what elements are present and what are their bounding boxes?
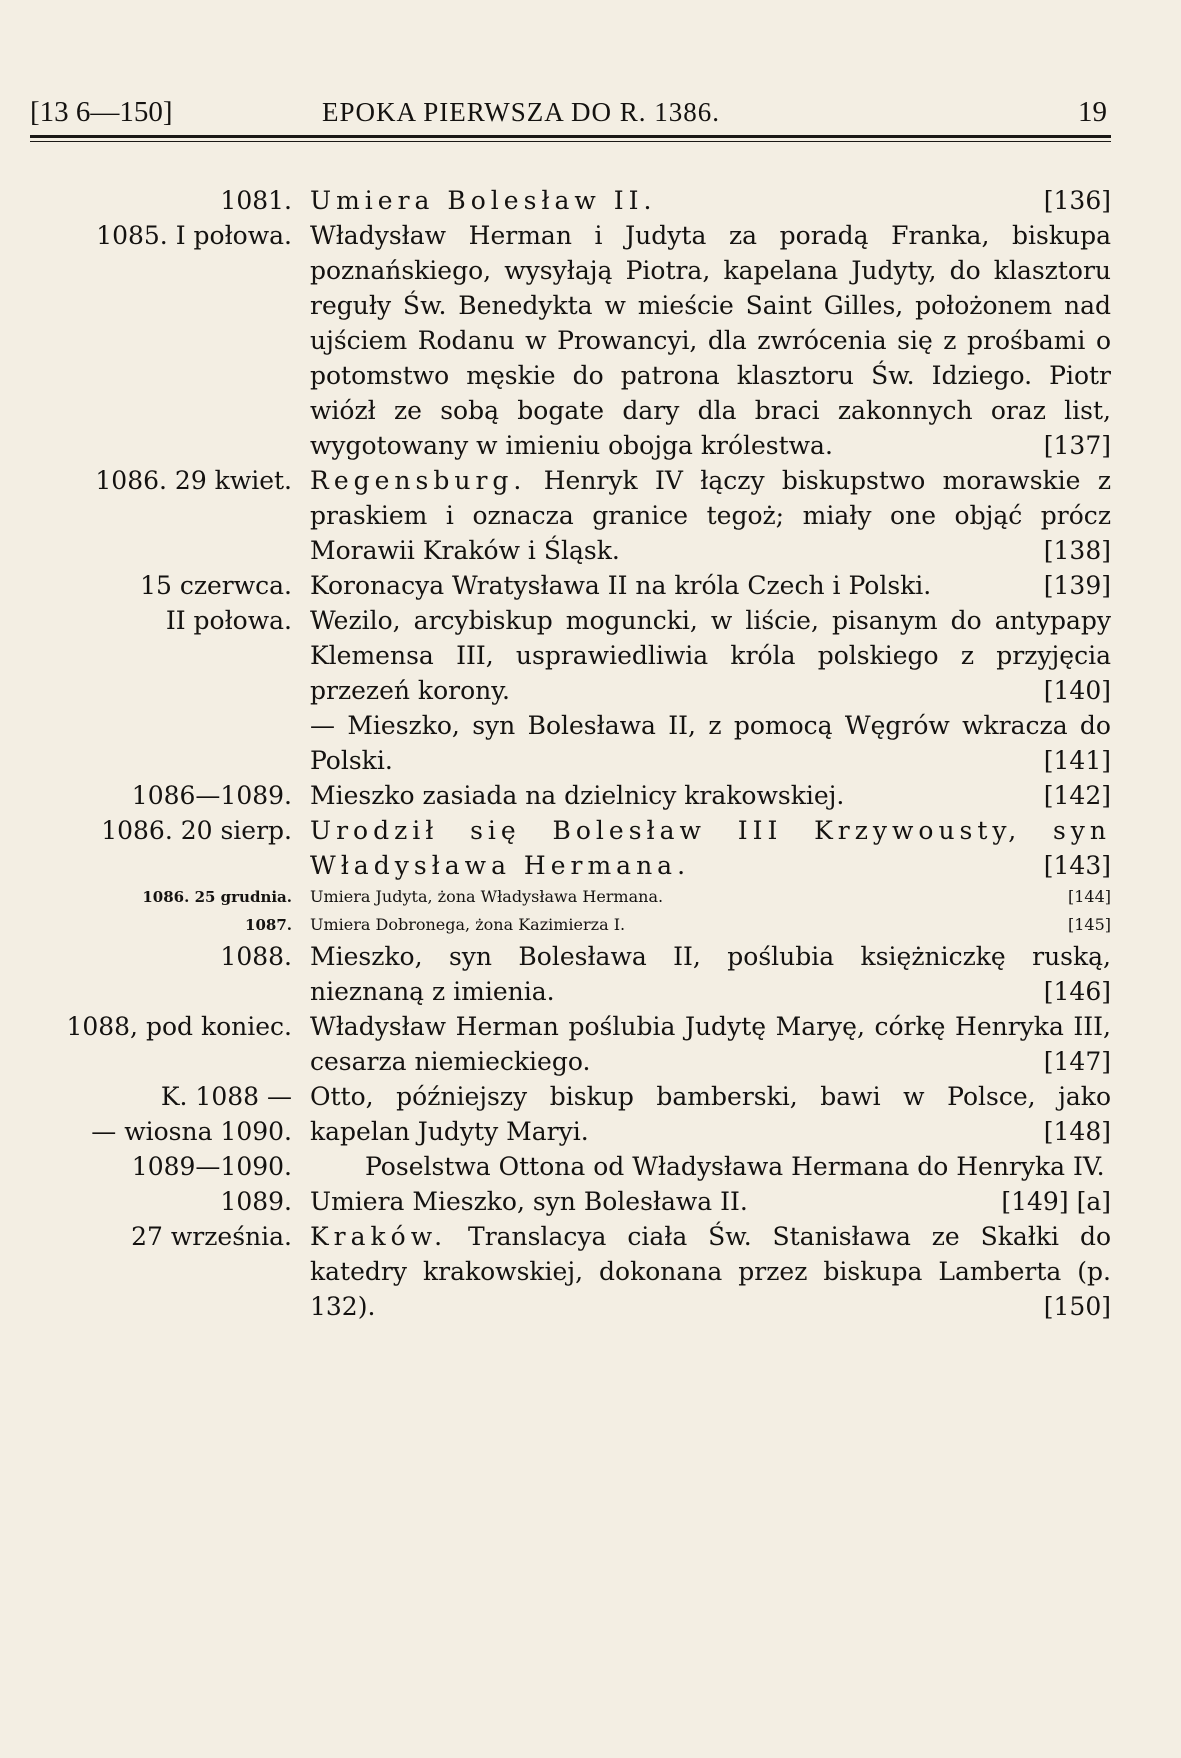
entry-date: 1086—1089. bbox=[131, 781, 292, 810]
entry-ref: [146] bbox=[1043, 977, 1111, 1006]
entry-ref: [136] bbox=[1043, 186, 1111, 215]
entry-text bbox=[310, 1219, 1111, 1324]
entry-lead: Urodził się Bolesław III Krzywousty, syn Władysława Hermana. bbox=[310, 816, 1111, 880]
entry-body: Mieszko, syn Bolesława II, poślubia księżniczkę ruską, nieznaną z imienia. bbox=[310, 942, 1111, 1006]
header-rule-thin bbox=[30, 141, 1111, 142]
entry-text bbox=[310, 708, 1111, 778]
entry-date: 1089. bbox=[220, 1187, 292, 1216]
entry-ref: [139] bbox=[1043, 571, 1111, 600]
entry-text bbox=[310, 939, 1111, 1009]
entry-body: Umiera Judyta, żona Władysława Hermana. bbox=[310, 887, 664, 906]
entry-text bbox=[310, 603, 1111, 708]
entry-date: 15 czerwca. bbox=[140, 571, 292, 600]
entry-date: II połowa. bbox=[165, 606, 292, 635]
header-rule-thick bbox=[30, 135, 1111, 138]
entry-date bbox=[30, 708, 292, 743]
entry-146 bbox=[30, 939, 1111, 1009]
entry-body: Otto, późniejszy biskup bamberski, bawi w Polsce, jako kapelan Judyty Maryi. bbox=[310, 1082, 1111, 1146]
entry-138 bbox=[30, 463, 1111, 568]
entry-text bbox=[310, 911, 1111, 939]
entry-ref: [149] bbox=[1001, 1187, 1069, 1216]
entry-text bbox=[310, 463, 1111, 568]
entry-date-end: — wiosna 1090. bbox=[91, 1117, 292, 1146]
entry-date: 1088. bbox=[220, 942, 292, 971]
entry-ref: [142] bbox=[1043, 781, 1111, 810]
entry-136 bbox=[30, 183, 1111, 218]
entry-body: Henryk IV łączy biskupstwo morawskie z praskiem i oznacza granice tegoż; miały one objąć prócz Morawii Kraków i Śląsk. bbox=[310, 466, 1111, 565]
entry-149 bbox=[30, 1184, 1111, 1219]
entry-text bbox=[310, 778, 1111, 813]
running-title: EPOKA PIERWSZA DO R. 1386. bbox=[322, 97, 721, 127]
entry-ref: [148] bbox=[1043, 1117, 1111, 1146]
entry-body: — Mieszko, syn Bolesława II, z pomocą Węgrów wkracza do Polski. bbox=[310, 711, 1111, 775]
entry-text bbox=[310, 218, 1111, 463]
entry-body: Poselstwa Ottona od Władysława Hermana do Henryka IV. bbox=[365, 1152, 1105, 1181]
entry-ref: [138] bbox=[1043, 536, 1111, 565]
entry-148 bbox=[30, 1079, 1111, 1149]
entry-144 bbox=[30, 883, 1111, 911]
entry-date: 1086. 29 kwiet. bbox=[95, 466, 292, 495]
entry-date: 1086. 25 grudnia. bbox=[142, 888, 292, 906]
entry-date: 27 września. bbox=[131, 1222, 292, 1251]
entry-text bbox=[310, 1184, 1111, 1219]
entry-body: Wezilo, arcybiskup moguncki, w liście, pisanym do antypapy Klemensa III, usprawiedliwia króla polskiego z przyjęcia przezeń korony. bbox=[310, 606, 1111, 705]
entry-143 bbox=[30, 813, 1111, 883]
entry-ref: [a] bbox=[1076, 1187, 1111, 1216]
entry-lead: Kraków. bbox=[310, 1222, 448, 1251]
entry-text bbox=[310, 883, 1111, 911]
entry-ref: [143] bbox=[1043, 851, 1111, 880]
entry-ref: [140] bbox=[1043, 676, 1111, 705]
entry-text bbox=[310, 183, 1111, 218]
entry-body: Translacya ciała Św. Stanisława ze Skałki do katedry krakowskiej, dokonana przez biskupa Lamberta (p. 132). bbox=[310, 1222, 1111, 1321]
entry-lead: Regensburg. bbox=[310, 466, 527, 495]
entry-date: 1089—1090. bbox=[131, 1152, 292, 1181]
entry-body: Umiera Mieszko, syn Bolesława II. bbox=[310, 1187, 748, 1216]
entry-147 bbox=[30, 1009, 1111, 1079]
entry-body: Mieszko zasiada na dzielnicy krakowskiej. bbox=[310, 781, 845, 810]
header-entry-range: [13 6—150] bbox=[30, 96, 173, 128]
entry-142 bbox=[30, 778, 1111, 813]
entry-ref: [144] bbox=[1067, 887, 1111, 906]
entry-141 bbox=[30, 708, 1111, 778]
entry-date: 1087. bbox=[245, 916, 292, 934]
entry-body: Koronacya Wratysława II na króla Czech i Polski. bbox=[310, 571, 932, 600]
entry-body: Władysław Herman poślubia Judytę Maryę, córkę Henryka III, cesarza niemieckiego. bbox=[310, 1012, 1111, 1076]
entry-text bbox=[310, 813, 1111, 883]
entry-text bbox=[310, 1079, 1111, 1149]
entry-ref: [145] bbox=[1067, 915, 1111, 934]
entry-140 bbox=[30, 603, 1111, 708]
chronology-entries bbox=[30, 183, 1111, 1324]
entry-ref: [137] bbox=[1043, 431, 1111, 460]
page-number: 19 bbox=[1078, 96, 1107, 128]
entry-139 bbox=[30, 568, 1111, 603]
entry-ref: [150] bbox=[1043, 1292, 1111, 1321]
entry-text bbox=[310, 1009, 1111, 1079]
entry-date: 1085. I połowa. bbox=[96, 221, 292, 250]
entry-145 bbox=[30, 911, 1111, 939]
entry-date: 1088, pod koniec. bbox=[66, 1012, 292, 1041]
entry-body: Władysław Herman i Judyta za poradą Franka, biskupa poznańskiego, wysyłają Piotra, kapelana Judyty, do klasztoru reguły Św. Benedykta w mieście Saint Gilles, położonem nad ujściem Rodanu w Prowancyi, dla zwrócenia się z prośbami o potomstwo męskie do patrona klasztoru Św. Idziego. Piotr wiózł ze sobą bogate dary dla braci zakonnych oraz list, wygotowany w imieniu obojga królestwa. bbox=[310, 221, 1111, 460]
entry-date: 1081. bbox=[220, 186, 292, 215]
entry-ref: [147] bbox=[1043, 1047, 1111, 1076]
entry-137 bbox=[30, 218, 1111, 463]
entry-text bbox=[310, 568, 1111, 603]
entry-body: Umiera Dobronega, żona Kazimierza I. bbox=[310, 915, 626, 934]
entry-lead: Umiera Bolesław II. bbox=[310, 186, 657, 215]
entry-ref: [141] bbox=[1043, 746, 1111, 775]
entry-date: 1086. 20 sierp. bbox=[101, 816, 292, 845]
entry-date: K. 1088 — bbox=[160, 1082, 292, 1111]
entry-150 bbox=[30, 1219, 1111, 1324]
